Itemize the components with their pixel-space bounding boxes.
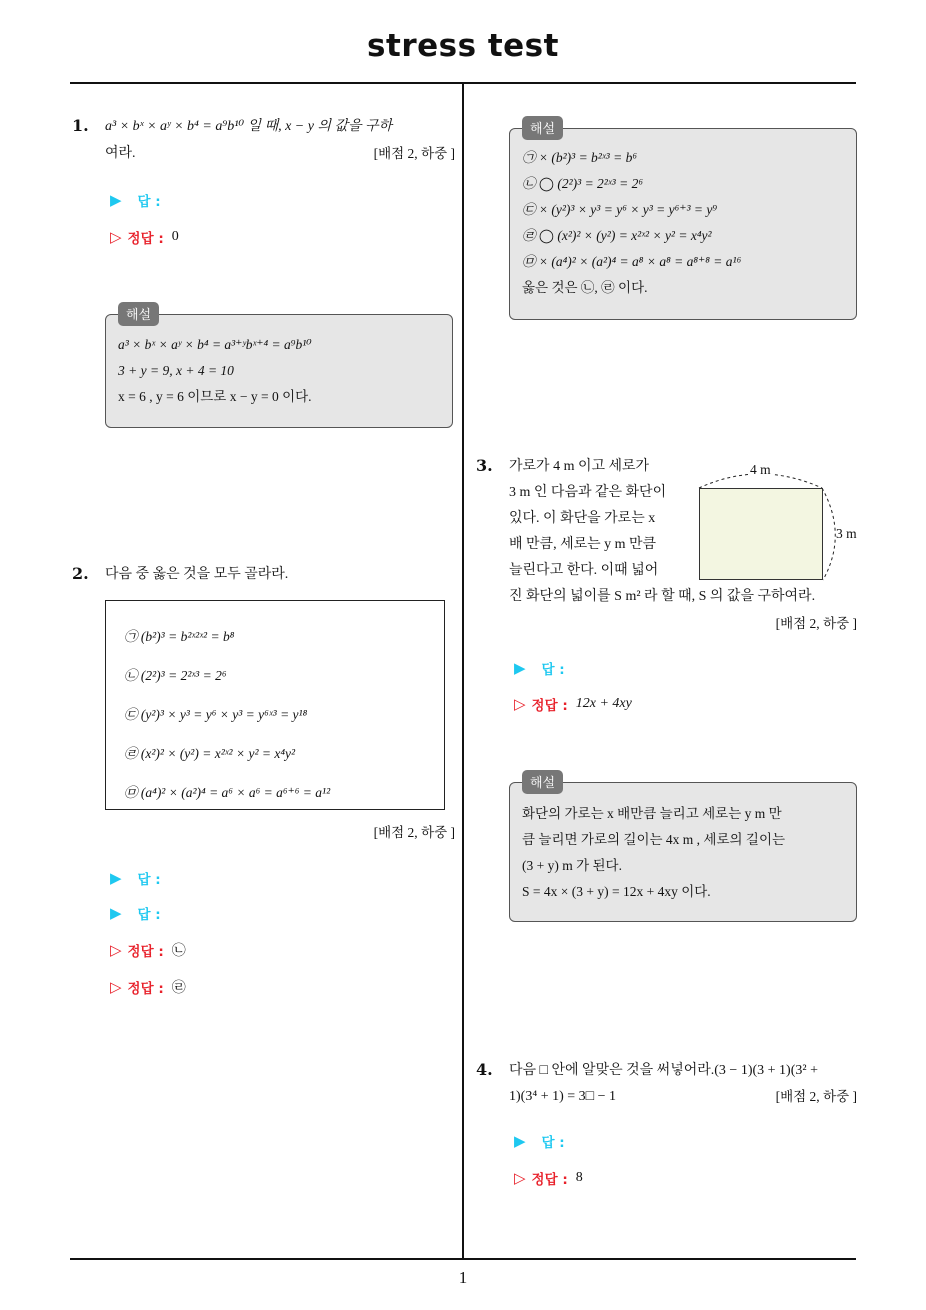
correct-answer-row [110,227,179,247]
column-divider [462,83,464,1259]
answer-label: 답 : [541,1135,565,1151]
explanation-tag: 해설 [118,302,159,326]
explanation-line: ㉣ ◯ (x²)² × (y²) = x²ˣ² × y² = x⁴y² [522,228,712,243]
explanation-line: (3 + y) m 가 된다. [522,858,622,873]
explanation-tag: 해설 [522,770,563,794]
outline-triangle-icon: ▷ [110,228,122,246]
correct-label: 정답 : [531,1172,568,1188]
correct-answer-value: 0 [171,229,179,244]
width-label: 4 m [750,462,771,477]
question-text-line: 늘린다고 한다. 이때 넓어 [509,563,659,578]
explanation-line: 옳은 것은 ㉡, ㉣ 이다. [522,280,648,295]
correct-answer-value: ㉣ [171,981,186,996]
question-text-line1: 다음 □ 안에 알맞은 것을 써넣어라.(3 − 1)(3 + 1)(3² + [509,1063,818,1078]
document-title: stress test [367,28,559,64]
question-number: 3. [476,456,493,475]
question-meta: [배점 2, 하중 ] [373,146,455,161]
answer-row [110,903,161,923]
correct-answer-value: 8 [575,1170,583,1185]
outline-triangle-icon: ▷ [110,941,122,959]
bottom-rule [70,1258,856,1260]
option-item: ㉢ (y²)³ × y³ = y⁶ × y³ = y⁶ˣ³ = y¹⁸ [124,707,308,722]
question-text-line: 있다. 이 화단을 가로는 x [509,511,656,526]
question-text-line2: 여라. [105,146,136,161]
explanation-box [509,122,857,320]
filled-triangle-icon: ▶ [110,191,122,209]
answer-row [514,1131,565,1151]
page-number: 1 [458,1268,468,1287]
explanation-line: ㉡ ◯ (2²)³ = 2²ˣ³ = 2⁶ [522,176,644,191]
explanation-line: x = 6 , y = 6 이므로 x − y = 0 이다. [118,389,312,404]
explanation-tag: 해설 [522,116,563,140]
explanation-line: a³ × bˣ × aʸ × b⁴ = a³⁺ʸbˣ⁺⁴ = a⁹b¹⁰ [118,337,312,352]
question-text: 다음 중 옳은 것을 모두 골라라. [105,567,289,582]
option-item: ㉤ (a⁴)² × (a²)⁴ = a⁶ × a⁶ = a⁶⁺⁶ = a¹² [124,785,331,800]
answer-row [110,868,161,888]
filled-triangle-icon: ▶ [514,1132,526,1150]
explanation-line: 3 + y = 9, x + 4 = 10 [118,363,234,378]
correct-label: 정답 : [127,231,164,247]
correct-answer-row [110,940,186,960]
question-meta: [배점 2, 하중 ] [775,1089,857,1104]
answer-label: 답 : [137,194,161,210]
correct-label: 정답 : [127,981,164,997]
answer-label: 답 : [137,907,161,923]
question-text-line: 배 만큼, 세로는 y m 만큼 [509,537,657,552]
question-text-line: 3 m 인 다음과 같은 화단이 [509,485,667,500]
correct-answer-row [514,1168,583,1188]
answer-row [110,190,161,210]
option-item: ㉡ (2²)³ = 2²ˣ³ = 2⁶ [124,668,227,683]
question-text-line: 진 화단의 넓이를 S m² 라 할 때, S 의 값을 구하여라. [509,589,816,604]
options-box [105,600,445,810]
question-meta: [배점 2, 하중 ] [775,616,857,631]
filled-triangle-icon: ▶ [110,904,122,922]
explanation-box [509,776,857,922]
correct-answer-value: 12x + 4xy [575,696,632,711]
question-number: 2. [72,564,89,583]
height-label: 3 m [836,526,857,541]
filled-triangle-icon: ▶ [110,869,122,887]
option-item: ㉠ (b²)³ = b²ˣ²ˣ² = b⁸ [124,629,235,644]
answer-label: 답 : [541,662,565,678]
question-text-line1: a³ × bˣ × aʸ × b⁴ = a⁹b¹⁰ 일 때, x − y 의 값을 구하 [105,119,393,134]
question-number: 1. [72,116,89,135]
answer-row [514,658,565,678]
explanation-line: 화단의 가로는 x 배만큼 늘리고 세로는 y m 만 [522,806,782,821]
option-item: ㉣ (x²)² × (y²) = x²ˣ² × y² = x⁴y² [124,746,296,761]
explanation-box [105,308,453,428]
explanation-line: S = 4x × (3 + y) = 12x + 4xy 이다. [522,884,711,899]
explanation-line: ㉢ × (y²)³ × y³ = y⁶ × y³ = y⁶⁺³ = y⁹ [522,202,718,217]
correct-answer-value: ㉡ [171,944,186,959]
explanation-line: ㉤ × (a⁴)² × (a²)⁴ = a⁸ × a⁸ = a⁸⁺⁸ = a¹⁶ [522,254,742,269]
outline-triangle-icon: ▷ [514,1169,526,1187]
correct-label: 정답 : [531,698,568,714]
filled-triangle-icon: ▶ [514,659,526,677]
correct-label: 정답 : [127,944,164,960]
correct-answer-row [110,977,186,997]
question-number: 4. [476,1060,493,1079]
question-text-line2: 1)(3⁴ + 1) = 3□ − 1 [509,1089,617,1104]
correct-answer-row [514,694,632,714]
outline-triangle-icon: ▷ [514,695,526,713]
explanation-line: ㉠ × (b²)³ = b²ˣ³ = b⁶ [522,150,638,165]
answer-label: 답 : [137,872,161,888]
question-text-line: 가로가 4 m 이고 세로가 [509,459,650,474]
garden-rectangle [699,488,823,580]
explanation-line: 큼 늘리면 가로의 길이는 4x m , 세로의 길이는 [522,832,786,847]
outline-triangle-icon: ▷ [110,978,122,996]
question-meta: [배점 2, 하중 ] [373,825,455,840]
